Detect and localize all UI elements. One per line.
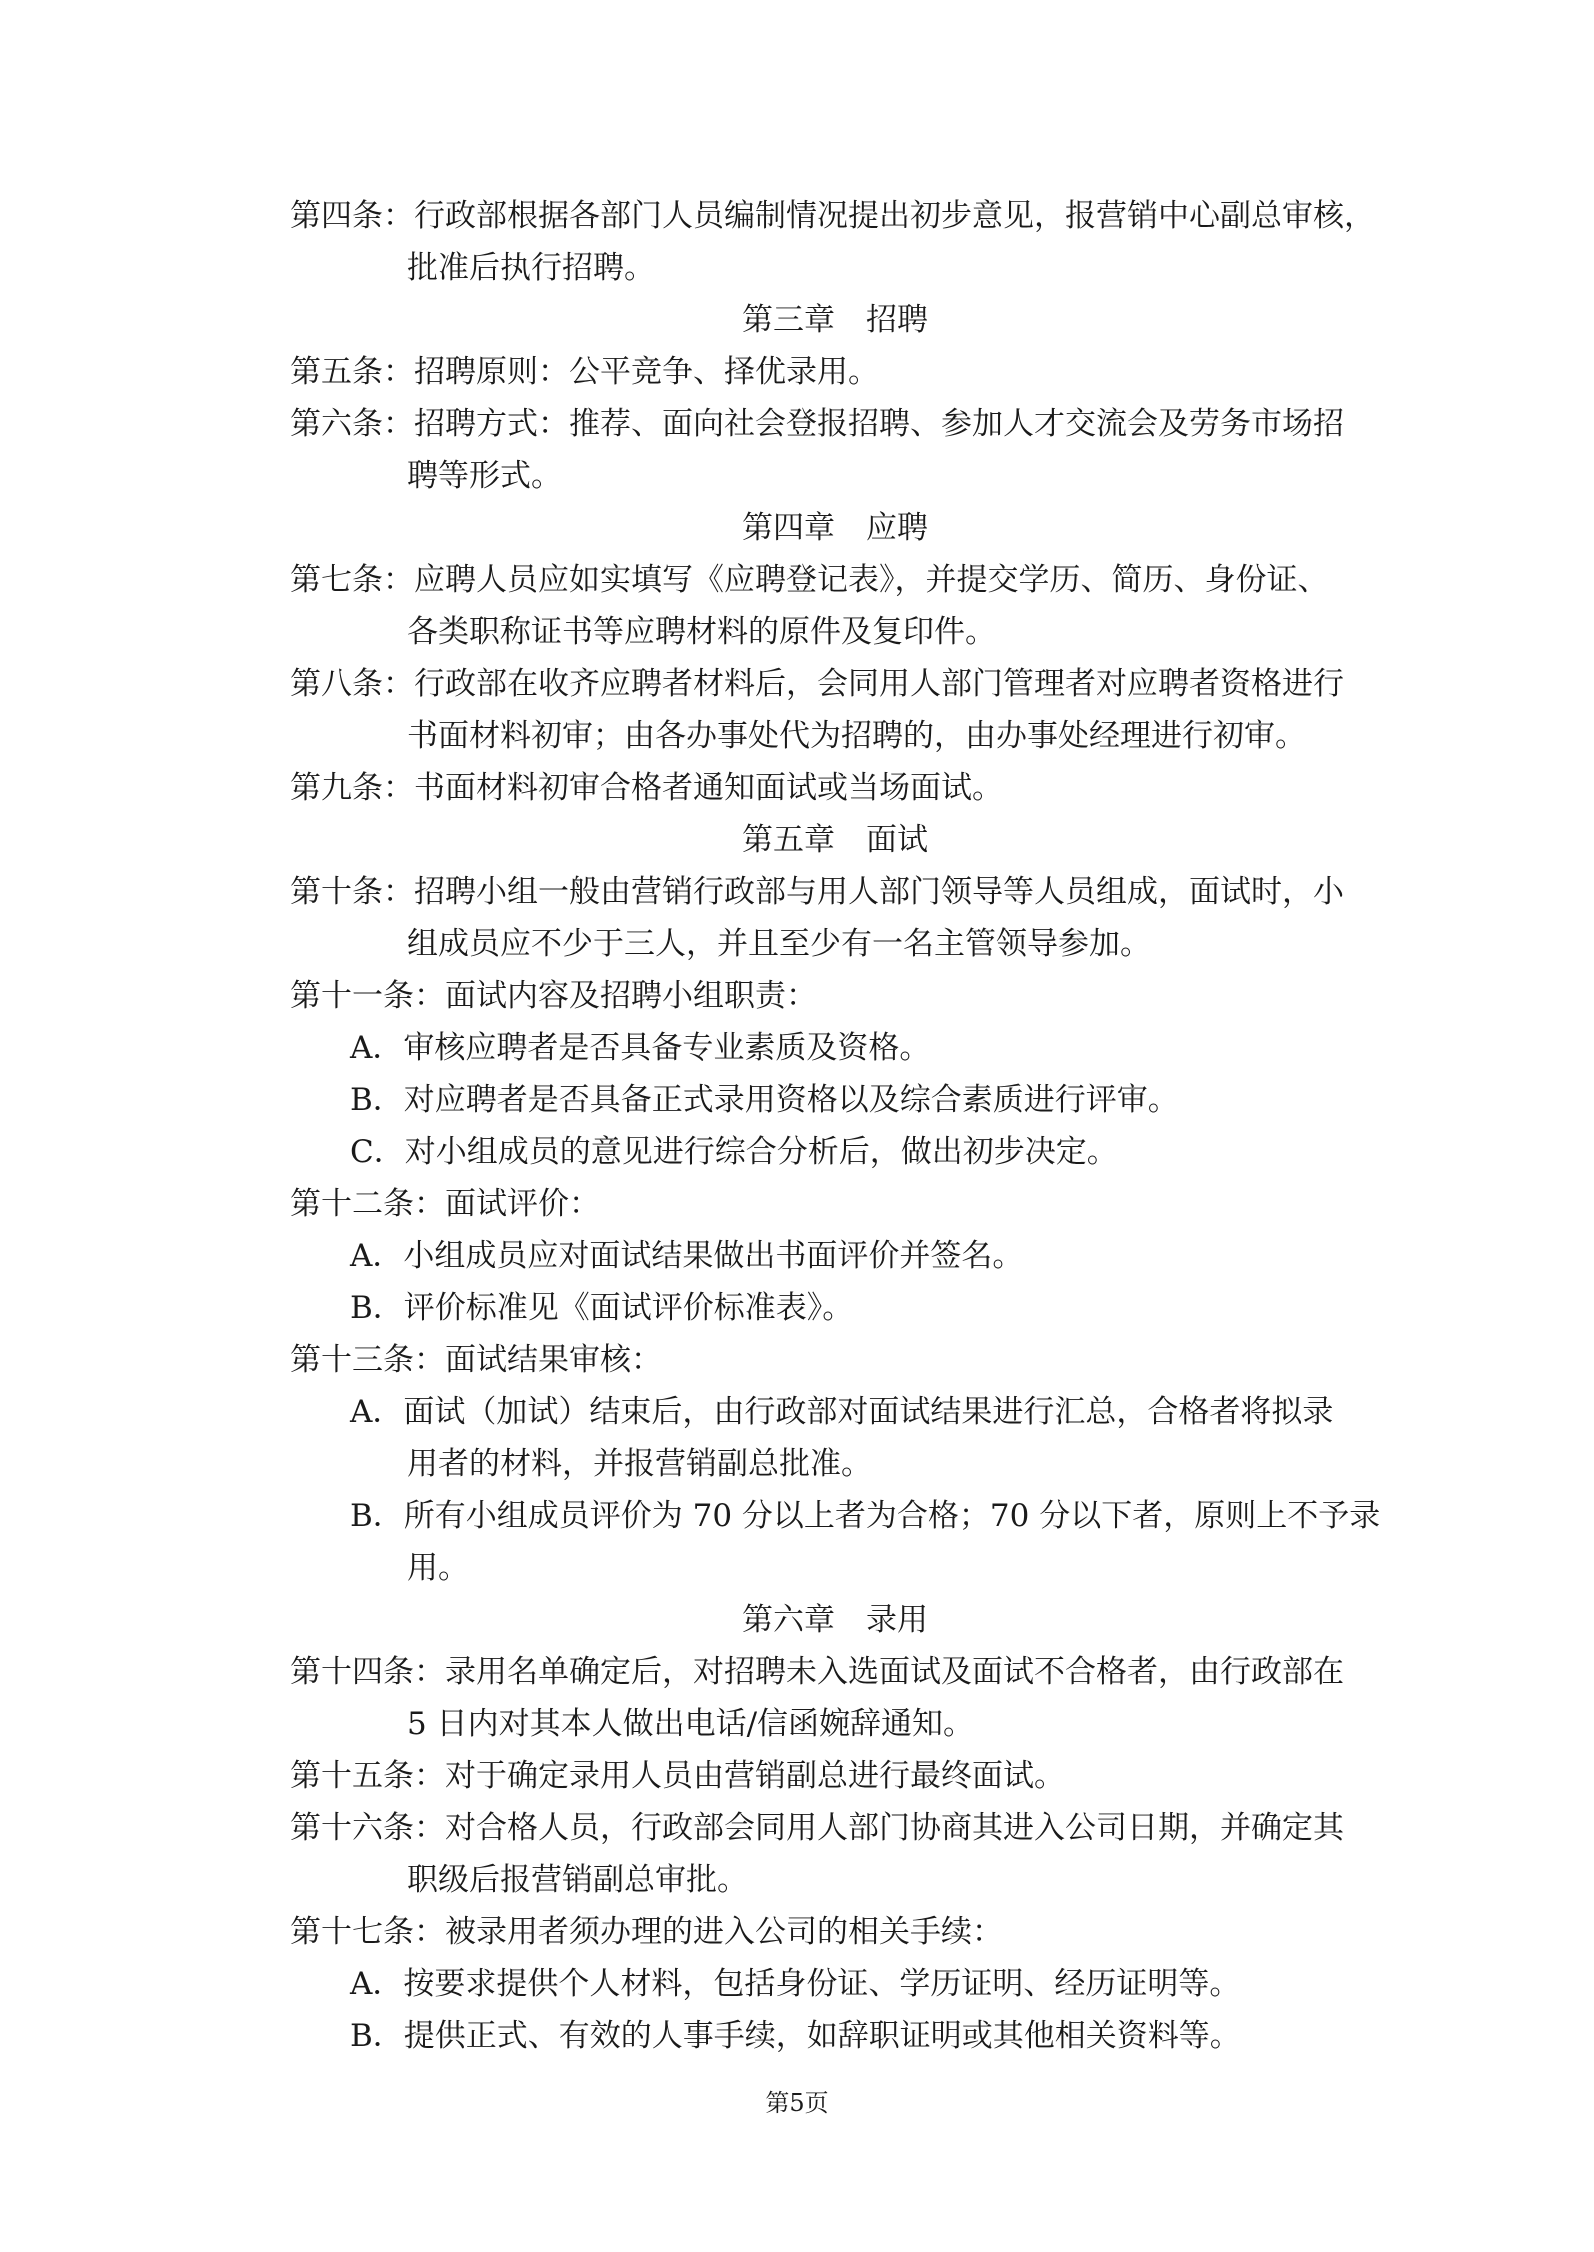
article-line: 第十六条：对合格人员，行政部会同用人部门协商其进入公司日期，并确定其 (290, 1810, 1344, 1846)
article-line: 第八条：行政部在收齐应聘者材料后，会同用人部门管理者对应聘者资格进行 (290, 666, 1344, 702)
chapter-heading: 第四章 应聘 (742, 510, 928, 546)
article-continuation: 5 日内对其本人做出电话/信函婉辞通知。 (407, 1706, 975, 1742)
page-number: 第5页 (765, 2089, 829, 2117)
article-line: 第十四条：录用名单确定后，对招聘未入选面试及面试不合格者，由行政部在 (290, 1654, 1344, 1690)
article-continuation: 聘等形式。 (407, 458, 562, 494)
chapter-heading: 第六章 录用 (742, 1602, 928, 1638)
sub-item: B．评价标准见《面试评价标准表》。 (350, 1290, 854, 1326)
sub-item: C．对小组成员的意见进行综合分析后，做出初步决定。 (350, 1134, 1118, 1170)
article-line: 第七条：应聘人员应如实填写《应聘登记表》，并提交学历、简历、身份证、 (290, 562, 1329, 598)
article-line: 第四条：行政部根据各部门人员编制情况提出初步意见，报营销中心副总审核， (290, 198, 1375, 234)
article-line: 第九条：书面材料初审合格者通知面试或当场面试。 (290, 770, 1003, 806)
sub-item-continuation: 用。 (407, 1550, 469, 1586)
article-line: 第十一条：面试内容及招聘小组职责： (290, 978, 817, 1014)
chapter-heading: 第五章 面试 (742, 822, 928, 858)
article-continuation: 书面材料初审；由各办事处代为招聘的，由办事处经理进行初审。 (407, 718, 1306, 754)
sub-item: A．审核应聘者是否具备专业素质及资格。 (350, 1030, 931, 1066)
article-continuation: 批准后执行招聘。 (407, 250, 655, 286)
article-line: 第十条：招聘小组一般由营销行政部与用人部门领导等人员组成，面试时，小 (290, 874, 1344, 910)
document-body (290, 190, 1380, 2062)
sub-item: A．小组成员应对面试结果做出书面评价并签名。 (350, 1238, 1024, 1274)
sub-item-continuation: 用者的材料，并报营销副总批准。 (407, 1446, 872, 1482)
article-continuation: 组成员应不少于三人，并且至少有一名主管领导参加。 (407, 926, 1151, 962)
sub-item: A．面试（加试）结束后，由行政部对面试结果进行汇总，合格者将拟录 (350, 1394, 1334, 1430)
sub-item: B．对应聘者是否具备正式录用资格以及综合素质进行评审。 (350, 1082, 1179, 1118)
article-line: 第十三条：面试结果审核： (290, 1342, 662, 1378)
article-line: 第十二条：面试评价： (290, 1186, 600, 1222)
article-line: 第十五条：对于确定录用人员由营销副总进行最终面试。 (290, 1758, 1065, 1794)
sub-item: B．所有小组成员评价为 70 分以上者为合格；70 分以下者，原则上不予录 (350, 1498, 1381, 1534)
article-continuation: 职级后报营销副总审批。 (407, 1862, 748, 1898)
sub-item: A．按要求提供个人材料，包括身份证、学历证明、经历证明等。 (350, 1966, 1241, 2002)
article-line: 第五条：招聘原则：公平竞争、择优录用。 (290, 354, 879, 390)
article-line: 第十七条：被录用者须办理的进入公司的相关手续： (290, 1914, 1003, 1950)
sub-item: B．提供正式、有效的人事手续，如辞职证明或其他相关资料等。 (350, 2018, 1241, 2054)
chapter-heading: 第三章 招聘 (742, 302, 928, 338)
article-continuation: 各类职称证书等应聘材料的原件及复印件。 (407, 614, 996, 650)
article-line: 第六条：招聘方式：推荐、面向社会登报招聘、参加人才交流会及劳务市场招 (290, 406, 1344, 442)
